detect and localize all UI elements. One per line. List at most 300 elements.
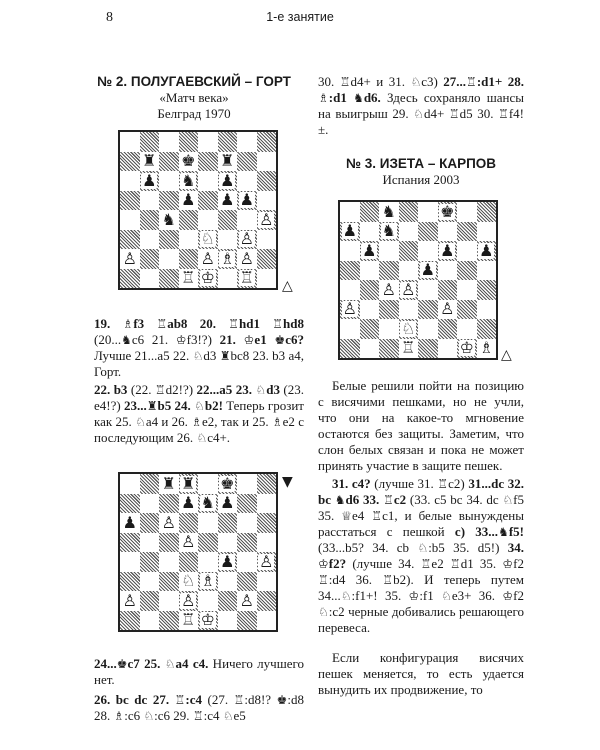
move-text: f5 35. [318, 492, 525, 523]
board-square [457, 300, 477, 320]
board-square [399, 241, 419, 261]
move-text: d4+ [423, 106, 449, 121]
move-text: d3 [266, 382, 284, 397]
move-text: :c4 [203, 708, 223, 723]
board-square [198, 230, 218, 250]
board-square [399, 280, 419, 300]
board-square [360, 261, 380, 281]
chess-figurine-icon: ♖ [420, 557, 432, 571]
annotation-paragraph [318, 74, 524, 138]
board-square [477, 241, 497, 261]
chess-figurine-icon: ♘ [194, 399, 205, 413]
diagram-izeta-karpov [338, 200, 498, 360]
board-square [399, 319, 419, 339]
chess-figurine-icon: ♔ [502, 557, 514, 571]
move-text: c3) [421, 74, 444, 89]
board-square [418, 222, 438, 242]
board-square [257, 494, 277, 514]
board-square [198, 494, 218, 514]
chess-figurine-icon: ♞ [121, 333, 132, 347]
board-square [159, 494, 179, 514]
chess-piece-icon: ♔ [200, 610, 215, 630]
chess-piece-icon: ♖ [239, 268, 254, 288]
board-square [198, 513, 218, 533]
chess-piece-icon: ♔ [459, 338, 474, 358]
board-square [477, 280, 497, 300]
chess-piece-icon: ♟ [420, 260, 435, 280]
board-square [159, 152, 179, 172]
board-square [457, 261, 477, 281]
chess-piece-icon: ♖ [401, 338, 416, 358]
board-square [120, 230, 140, 250]
board-square [257, 132, 277, 152]
board-square [477, 319, 497, 339]
chess-figurine-icon: ♘ [502, 493, 514, 507]
move-text: :d4 36. [328, 572, 383, 587]
board-square [237, 611, 257, 631]
board-square [218, 249, 238, 269]
board-square [379, 339, 399, 359]
chess-piece-icon: ♜ [142, 151, 157, 171]
move-text: b2). И теперь путем 34... [318, 572, 524, 603]
board-square [159, 474, 179, 494]
board-square [237, 249, 257, 269]
board-square [457, 202, 477, 222]
chess-figurine-icon: ♘ [413, 107, 424, 121]
game-2-title: № 2. ПОЛУГАЕВСКИЙ – ГОРТ [97, 74, 291, 89]
move-text: 26. bc dc 27. [94, 692, 175, 707]
chess-piece-icon: ♟ [342, 221, 357, 241]
chess-figurine-icon: ♘ [135, 415, 146, 429]
chess-figurine-icon: ♖ [448, 107, 460, 121]
move-text: f2? [328, 556, 353, 571]
board-square [120, 132, 140, 152]
board-square [418, 261, 438, 281]
move-text: f2 [513, 588, 524, 603]
move-text: 22. b3 [94, 382, 131, 397]
board-square [237, 513, 257, 533]
board-square [198, 533, 218, 553]
chess-figurine-icon: ♖ [339, 75, 351, 89]
board-square [418, 319, 438, 339]
move-text: e1 [254, 332, 275, 347]
game-3-title: № 3. ИЗЕТА – КАРПОВ [345, 156, 497, 171]
move-text: 34. [507, 540, 524, 555]
page-number: 8 [106, 10, 113, 25]
board-square [360, 319, 380, 339]
board-square [257, 611, 277, 631]
board-square [198, 249, 218, 269]
board-square [198, 591, 218, 611]
board-square [120, 269, 140, 289]
board-square [379, 222, 399, 242]
board-square [438, 261, 458, 281]
chess-piece-icon: ♙ [161, 513, 176, 532]
move-text: Ничего лучшего нет. [94, 656, 304, 687]
game-3-header [318, 156, 524, 188]
game-2-event: «Матч века» [159, 90, 229, 105]
move-text: f5! [508, 524, 524, 539]
move-text: Теперь грозит как 25. [94, 398, 304, 429]
move-text: hd1 [239, 316, 273, 331]
board-square [418, 241, 438, 261]
chess-figurine-icon: ♘ [340, 589, 352, 603]
move-text: :c6 [124, 708, 144, 723]
move-text: (23. e4!?) [94, 382, 304, 413]
chess-piece-icon: ♙ [181, 591, 196, 610]
move-text: 22...a5 23. [196, 382, 256, 397]
move-text: b5 24. [157, 398, 195, 413]
move-text: 23... [124, 398, 147, 413]
board-square [379, 202, 399, 222]
chess-figurine-icon: ♖ [228, 317, 240, 331]
board-square [218, 152, 238, 172]
board-square [140, 533, 160, 553]
chess-figurine-icon: ♖ [318, 573, 329, 587]
move-text: c7 25. [127, 656, 165, 671]
chess-piece-icon: ♟ [220, 171, 235, 190]
board-square [237, 230, 257, 250]
board-square [257, 533, 277, 553]
board-square [457, 280, 477, 300]
board-square [159, 132, 179, 152]
chess-piece-icon: ♗ [200, 571, 215, 591]
board-square [159, 533, 179, 553]
board-square [360, 339, 380, 359]
board-square [198, 611, 218, 631]
board-square [399, 261, 419, 281]
chess-piece-icon: ♟ [220, 552, 235, 571]
chess-piece-icon: ♘ [200, 229, 215, 249]
move-text: (33...b5? 34. cb [318, 540, 418, 555]
board-square [198, 572, 218, 592]
chess-figurine-icon: ♕ [341, 509, 353, 523]
white-to-move-marker: △ [282, 278, 293, 294]
chess-figurine-icon: ♘ [222, 709, 234, 723]
chess-figurine-icon: ♘ [410, 75, 422, 89]
chess-piece-icon: ♔ [200, 268, 215, 288]
chess-piece-icon: ♘ [181, 571, 196, 591]
chess-figurine-icon: ♖ [192, 709, 204, 723]
move-text: d5 30. [459, 106, 499, 121]
chess-figurine-icon: ♞ [334, 493, 346, 507]
game-2-place: Белград 1970 [157, 106, 231, 121]
move-text: c6 21. [131, 332, 176, 347]
board-square [457, 339, 477, 359]
chess-piece-icon: ♞ [381, 221, 396, 241]
move-text: 24... [94, 656, 117, 671]
move-text: 27... [443, 74, 467, 89]
board-square [198, 210, 218, 230]
chess-piece-icon: ♟ [220, 190, 235, 210]
chess-piece-icon: ♟ [362, 241, 377, 260]
diagram-polugaevsky-hort-1 [118, 130, 278, 290]
chess-figurine-icon: ♖ [466, 75, 477, 89]
chess-figurine-icon: ♜ [146, 399, 158, 413]
chess-piece-icon: ♙ [342, 299, 357, 319]
board-square [418, 300, 438, 320]
move-text: d1 35. [460, 556, 503, 571]
move-text: c2 [393, 492, 410, 507]
chess-figurine-icon: ♖ [437, 477, 449, 491]
chess-piece-icon: ♙ [381, 280, 396, 299]
board-square [418, 339, 438, 359]
white-to-move-marker: △ [501, 347, 512, 363]
move-text: ab8 20. [167, 316, 229, 331]
move-text: (22. [130, 382, 155, 397]
move-text: 31. c4? [332, 476, 375, 491]
board-square [237, 572, 257, 592]
board-square [218, 494, 238, 514]
board-square [360, 241, 380, 261]
move-text: (20... [94, 332, 122, 347]
move-text: Лучше 21...a5 22. [94, 348, 193, 363]
board-square [477, 339, 497, 359]
board-square [477, 300, 497, 320]
chess-figurine-icon: ♗ [191, 415, 203, 429]
move-text: e4 [352, 508, 372, 523]
annotation-paragraph [94, 316, 304, 380]
board-square [457, 222, 477, 242]
chess-piece-icon: ♟ [220, 493, 235, 513]
board-square [140, 494, 160, 514]
board-square [237, 269, 257, 289]
chess-piece-icon: ♙ [122, 591, 137, 610]
board-square [360, 300, 380, 320]
board-square [218, 191, 238, 211]
board-square [237, 152, 257, 172]
move-text: :d8 28. [94, 692, 304, 723]
board-square [218, 269, 238, 289]
move-text: e3+ 36. [451, 588, 503, 603]
board-square [140, 191, 160, 211]
chess-piece-icon: ♟ [440, 241, 455, 260]
move-text: с) 33... [454, 524, 499, 539]
chess-piece-icon: ♙ [239, 229, 254, 249]
move-text: e2, так и 25. [202, 414, 272, 429]
chess-figurine-icon: ♘ [164, 657, 176, 671]
board-square [198, 269, 218, 289]
board-square [198, 474, 218, 494]
diagram-polugaevsky-hort-2 [118, 472, 278, 632]
chess-figurine-icon: ♘ [441, 589, 452, 603]
board-square [237, 191, 257, 211]
move-text: a4 c4. [175, 656, 209, 671]
board-square [140, 474, 160, 494]
board-square [179, 210, 199, 230]
board-square [179, 474, 199, 494]
board-square [340, 280, 360, 300]
move-text: e2 с последующим 26. [94, 414, 305, 445]
move-text: 21. [219, 332, 244, 347]
board-square [120, 152, 140, 172]
chess-figurine-icon: ♗ [271, 415, 283, 429]
chess-figurine-icon: ♞ [498, 525, 509, 539]
move-text: (33. c5 bc 34. dc [409, 492, 503, 507]
board-square [218, 230, 238, 250]
board-square [159, 269, 179, 289]
board-square [120, 494, 140, 514]
board-square [399, 300, 419, 320]
board-square [120, 249, 140, 269]
board-square [179, 591, 199, 611]
chess-piece-icon: ♟ [122, 513, 137, 532]
annotation-paragraph: Белые решили пойти на позицию с висячими пешками, но не учли, что они на какое-то мгновение остаются без защиты. Заметим, что слон белых связан и пока не может принять участие в защите пешек. [318, 378, 524, 473]
board-square [179, 611, 199, 631]
chess-piece-icon: ♟ [181, 190, 196, 210]
chess-piece-icon: ♜ [220, 151, 235, 171]
move-text: c2) [448, 476, 469, 491]
board-square [360, 202, 380, 222]
board-square [340, 202, 360, 222]
annotation-paragraph [318, 476, 524, 636]
board-square [179, 249, 199, 269]
board-square [237, 494, 257, 514]
chess-piece-icon: ♟ [142, 171, 157, 190]
chess-piece-icon: ♞ [381, 202, 396, 221]
board-square [379, 261, 399, 281]
chess-piece-icon: ♞ [200, 493, 215, 513]
board-square [140, 513, 160, 533]
board-square [257, 249, 277, 269]
move-text: :f1+! 35. [351, 588, 409, 603]
board-square [438, 300, 458, 320]
move-text: :d1+ 28. [476, 74, 525, 89]
chess-piece-icon: ♚ [181, 151, 196, 171]
chess-figurine-icon: ♘ [417, 541, 429, 555]
board-square [218, 611, 238, 631]
left-column [94, 74, 294, 122]
chess-figurine-icon: ♔ [175, 333, 187, 347]
move-text: c1, и белые вынуждены расстаться с пешкой [318, 508, 524, 539]
board-square [257, 269, 277, 289]
chess-figurine-icon: ♗ [122, 317, 134, 331]
board-square [120, 572, 140, 592]
board-square [218, 132, 238, 152]
board-square [159, 230, 179, 250]
board-square [438, 202, 458, 222]
board-square [179, 533, 199, 553]
chess-piece-icon: ♙ [181, 532, 196, 552]
board-square [140, 132, 160, 152]
move-text: hd8 [283, 316, 305, 331]
board-square [159, 611, 179, 631]
chess-piece-icon: ♟ [239, 190, 254, 210]
move-text: :c4 [185, 692, 208, 707]
board-square [438, 339, 458, 359]
chess-piece-icon: ♙ [200, 249, 215, 268]
board-square [477, 222, 497, 242]
board-square [218, 552, 238, 572]
board-square [257, 191, 277, 211]
move-text: :f1 [419, 588, 442, 603]
move-text: d6. [363, 90, 381, 105]
annotation-paragraph [94, 382, 304, 446]
board-square [457, 241, 477, 261]
chess-figurine-icon: ♖ [156, 317, 168, 331]
board-square [179, 191, 199, 211]
board-square [360, 280, 380, 300]
board-square [179, 230, 199, 250]
chess-figurine-icon: ♘ [255, 383, 267, 397]
board-square [237, 591, 257, 611]
chess-figurine-icon: ♖ [174, 693, 186, 707]
move-text: :d8!? [244, 692, 277, 707]
chess-figurine-icon: ♖ [383, 493, 394, 507]
annotation-paragraph [94, 656, 304, 688]
board-square [179, 494, 199, 514]
right-text-1 [318, 378, 524, 698]
board-square [159, 171, 179, 191]
board-square [198, 132, 218, 152]
board-square [418, 280, 438, 300]
board-square [379, 241, 399, 261]
board-square [140, 572, 160, 592]
board-square [159, 191, 179, 211]
chess-figurine-icon: ♞ [353, 91, 364, 105]
board-square [179, 269, 199, 289]
board-square [159, 210, 179, 230]
board-square [340, 339, 360, 359]
board-square [120, 611, 140, 631]
board-square [140, 269, 160, 289]
move-text: :d1 [328, 90, 354, 105]
board-square [140, 171, 160, 191]
move-text: 30. [318, 74, 340, 89]
board-square [237, 474, 257, 494]
board-square [438, 319, 458, 339]
board-square [179, 552, 199, 572]
board-square [140, 210, 160, 230]
move-text: 31...dc 32. bc [318, 476, 524, 507]
chess-piece-icon: ♙ [259, 210, 274, 229]
board-square [218, 533, 238, 553]
board-square [438, 222, 458, 242]
chess-piece-icon: ♚ [440, 202, 455, 221]
move-text: 19. [94, 316, 123, 331]
board-square [120, 513, 140, 533]
board-square [379, 300, 399, 320]
chess-piece-icon: ♙ [440, 299, 455, 319]
move-text: f3 [133, 316, 157, 331]
chess-figurine-icon: ♗ [318, 91, 329, 105]
board-square [257, 210, 277, 230]
board-square [218, 210, 238, 230]
board-square [198, 191, 218, 211]
chess-figurine-icon: ♖ [498, 107, 509, 121]
move-text: d6 33. [345, 492, 384, 507]
board-square [257, 171, 277, 191]
board-square [179, 171, 199, 191]
board-square [218, 591, 238, 611]
board-square [140, 552, 160, 572]
move-text: e5 [233, 708, 246, 723]
move-text: e2 [431, 556, 450, 571]
board-square [140, 152, 160, 172]
board-square [340, 222, 360, 242]
board-square [159, 552, 179, 572]
move-text: Здесь сохраняло шансы на выигрыш 29. [318, 90, 524, 121]
running-head: 1-е занятие [266, 10, 334, 24]
board-square [257, 591, 277, 611]
board-square [120, 210, 140, 230]
board-square [237, 171, 257, 191]
chess-figurine-icon: ♘ [143, 709, 155, 723]
board-square [399, 202, 419, 222]
chess-piece-icon: ♙ [239, 249, 254, 268]
chess-figurine-icon: ♘ [196, 431, 208, 445]
move-text: :b5 35. d5!) [428, 540, 508, 555]
